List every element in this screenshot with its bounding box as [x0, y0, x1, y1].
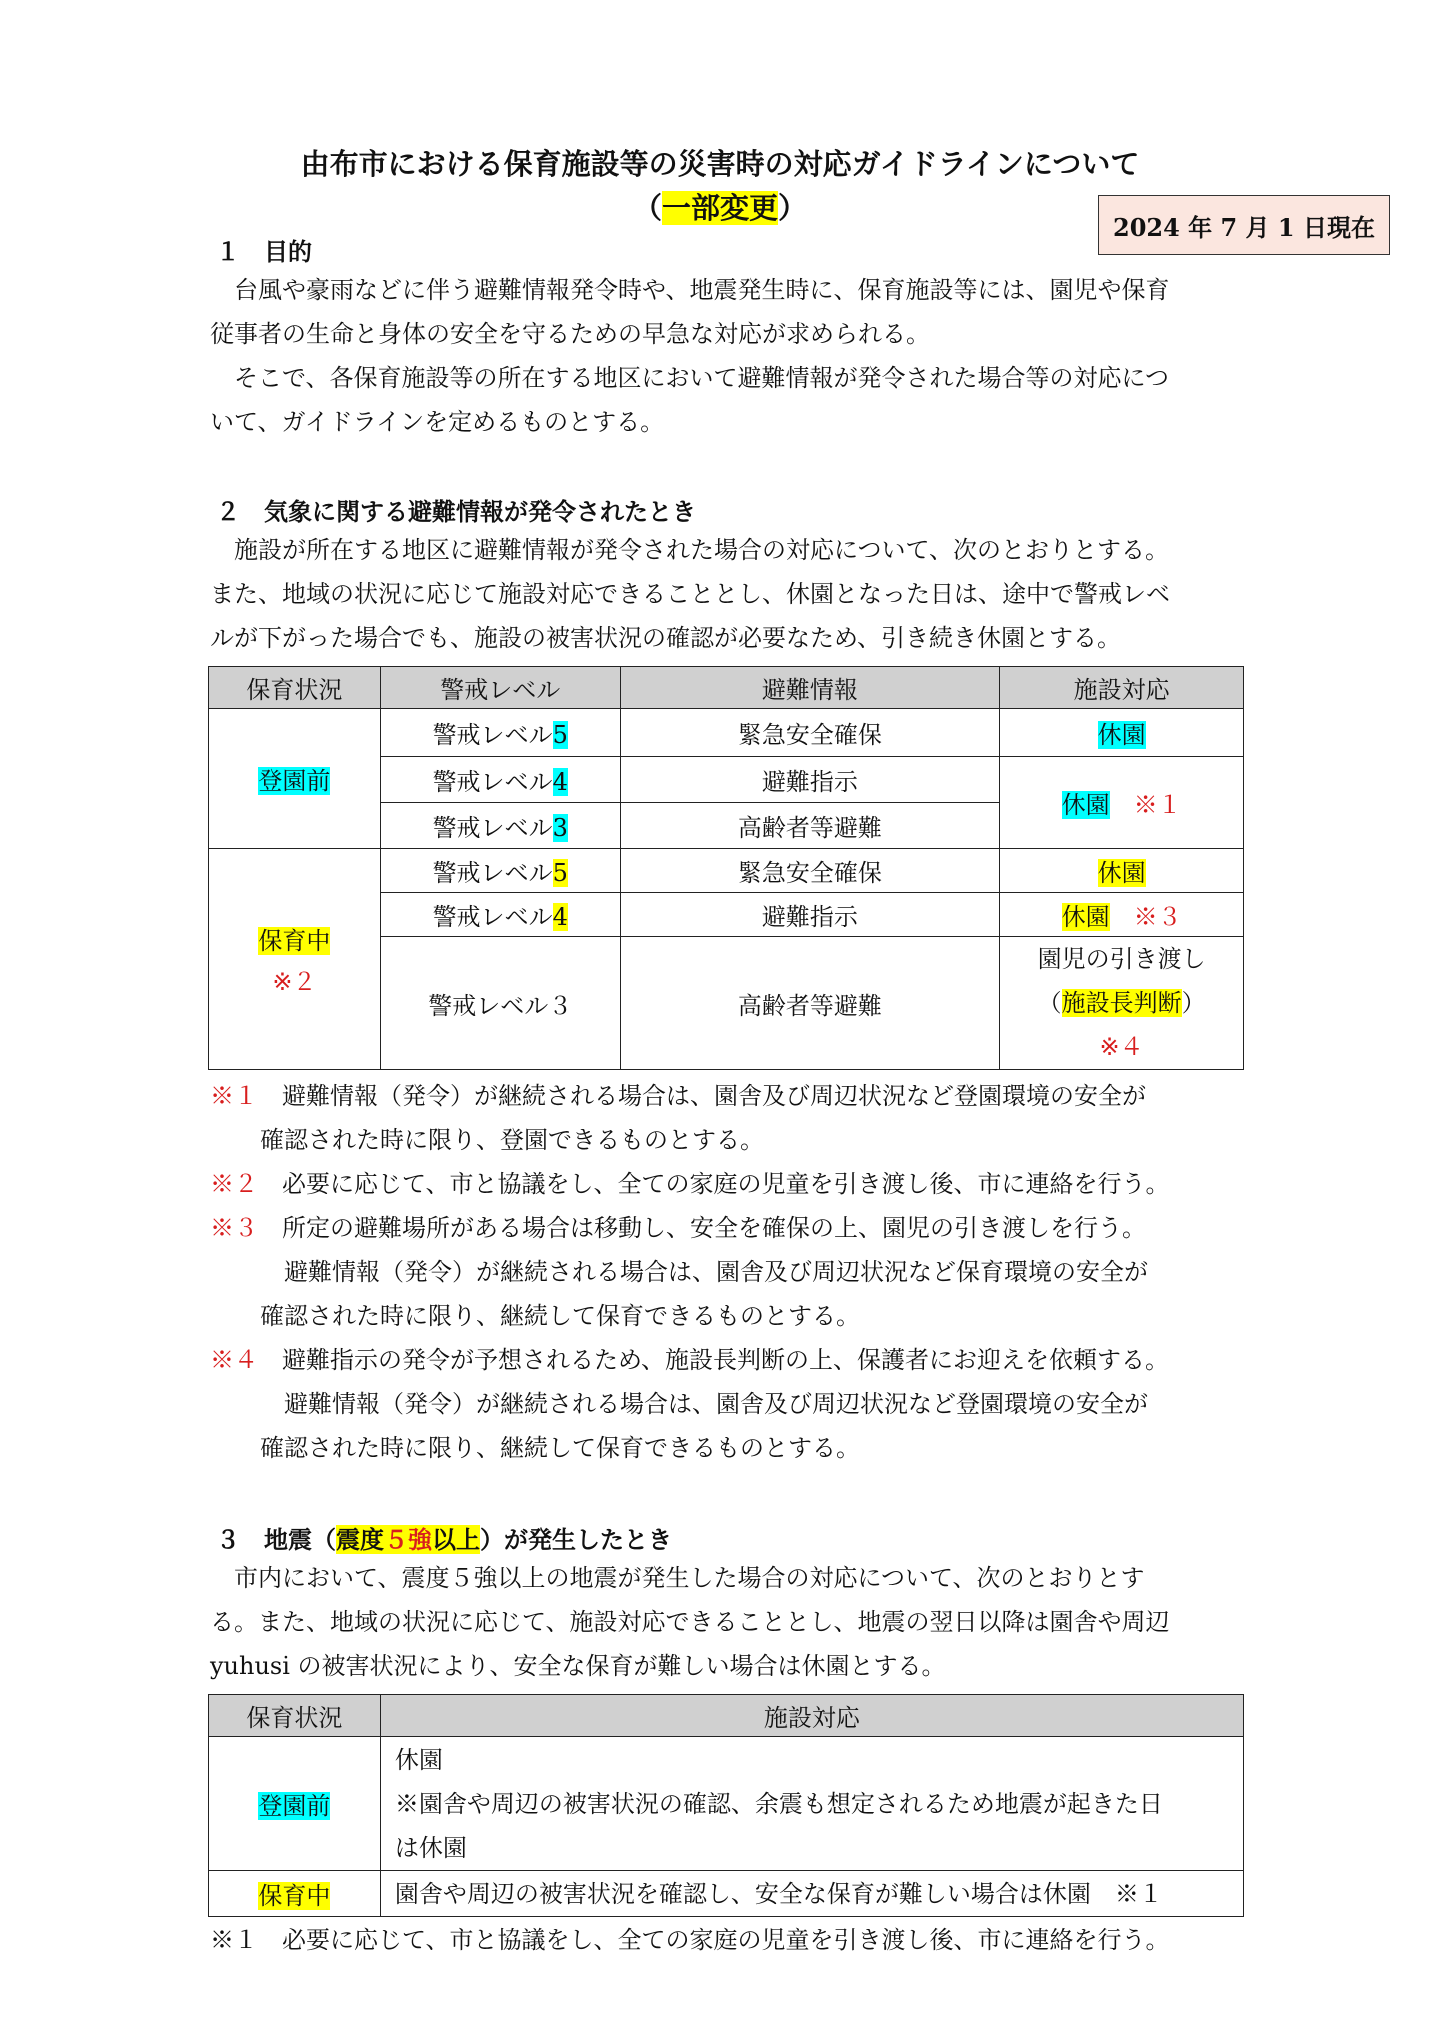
- weather-response-table: [208, 666, 1244, 1070]
- header-status: 保育状況: [209, 667, 381, 709]
- section-1-line: 従事者の生命と身体の安全を守るための早急な対応が求められる。: [210, 320, 930, 348]
- note-text: 所定の避難場所がある場合は移動し、安全を確保の上、園児の引き渡しを行う。: [258, 1214, 1146, 1242]
- section-2-notes: [210, 1074, 1170, 1470]
- document-title: [0, 142, 1440, 183]
- level-label: 警戒レベル: [432, 721, 553, 749]
- note-text: 必要に応じて、市と協議をし、全ての家庭の児童を引き渡し後、市に連絡を行う。: [258, 1170, 1170, 1198]
- response-kyuen: 休園: [1061, 791, 1110, 819]
- cell-during: [209, 1871, 381, 1917]
- note-mark: ※３: [210, 1214, 258, 1242]
- section-2-line: 施設が所在する地区に避難情報が発令された場合の対応について、次のとおりとする。: [210, 536, 1170, 564]
- note-text: 避難指示の発令が予想されるため、施設長判断の上、保護者にお迎えを依頼する。: [258, 1346, 1170, 1374]
- section-3-note: ※１ 必要に応じて、市と協議をし、全ての家庭の児童を引き渡し後、市に連絡を行う。: [210, 1926, 1170, 1954]
- header-status: 保育状況: [209, 1695, 381, 1737]
- cell-before: [209, 1737, 381, 1871]
- cell-response: [1000, 757, 1244, 849]
- header-info: 避難情報: [620, 667, 1000, 709]
- header-response: 施設対応: [1000, 667, 1244, 709]
- header-response: 施設対応: [380, 1695, 1243, 1737]
- section-2-heading: ２ 気象に関する避難情報が発令されたとき: [216, 497, 696, 526]
- cell-info: 高齢者等避難: [620, 803, 1000, 849]
- judge-open-paren: （: [1037, 989, 1062, 1017]
- note-mark: ※１: [210, 1082, 258, 1110]
- response-kyuen: 休園: [1097, 721, 1146, 749]
- heading-part: 以上: [432, 1525, 480, 1554]
- response-kyuen: 休園: [1097, 859, 1146, 887]
- level-number: 5: [552, 721, 568, 749]
- level-number: 3: [552, 814, 568, 842]
- level-label: 警戒レベル: [432, 814, 553, 842]
- note-mark: ※２: [210, 1170, 258, 1198]
- section-1-line: いて、ガイドラインを定めるものとする。: [210, 408, 665, 436]
- section-3-line: yuhusi の被害状況により、安全な保育が難しい場合は休園とする。: [210, 1652, 946, 1680]
- response-line: は休園: [394, 1833, 467, 1862]
- response-line: ※園舎や周辺の被害状況の確認、余震も想定されるため地震が起きた日: [394, 1789, 1163, 1818]
- heading-part: ）が発生したとき: [480, 1525, 672, 1554]
- cell-level: [380, 757, 620, 803]
- cell-during: [209, 849, 381, 1070]
- cell-level: [380, 709, 620, 757]
- section-1-line: 台風や豪雨などに伴う避難情報発令時や、地震発生時に、保育施設等には、園児や保育: [210, 276, 1170, 304]
- section-3-line: 市内において、震度５強以上の地震が発生した場合の対応について、次のとおりとす: [210, 1564, 1145, 1592]
- cell-before: [209, 709, 381, 849]
- note-text: 確認された時に限り、継続して保育できるものとする。: [260, 1434, 860, 1462]
- section-3-heading: [216, 1520, 672, 1555]
- subtitle-close-paren: ）: [778, 191, 808, 225]
- response-line: 休園: [394, 1745, 443, 1774]
- cell-response: [380, 1737, 1243, 1871]
- heading-part: 震度: [336, 1525, 384, 1554]
- section-2-line: ルが下がった場合でも、施設の被害状況の確認が必要なため、引き続き休園とする。: [210, 624, 1122, 652]
- title-line-1: 由布市における保育施設等の災害時の対応ガイドラインについて: [300, 147, 1140, 181]
- judge-close-paren: ）: [1181, 989, 1206, 1017]
- cell-info: 避難指示: [620, 757, 1000, 803]
- level-number: 4: [552, 903, 568, 931]
- heading-part: ５強: [384, 1525, 432, 1554]
- level-label: 警戒レベル: [432, 859, 553, 887]
- cell-response: [1000, 893, 1244, 937]
- status-before: 登園前: [258, 767, 331, 795]
- cell-level: [380, 803, 620, 849]
- status-during: 保育中: [258, 927, 331, 955]
- cell-info: 避難指示: [620, 893, 1000, 937]
- section-3-line: る。また、地域の状況に応じて、施設対応できることとし、地震の翌日以降は園舎や周辺: [210, 1608, 1170, 1636]
- cell-response: [1000, 709, 1244, 757]
- section-3-body: [210, 1556, 1245, 1688]
- level-label: 警戒レベル: [432, 768, 553, 796]
- cell-level: [380, 893, 620, 937]
- status-during: 保育中: [258, 1882, 331, 1910]
- cell-level: [380, 937, 620, 1070]
- note-mark: ※４: [210, 1346, 258, 1374]
- level-label: 警戒レベル: [428, 991, 549, 1020]
- cell-response: [1000, 937, 1244, 1070]
- note-text: 確認された時に限り、継続して保育できるものとする。: [260, 1302, 860, 1330]
- note-text: 避難情報（発令）が継続される場合は、園舎及び周辺状況など登園環境の安全が: [284, 1390, 1148, 1418]
- level-number: 4: [552, 768, 568, 796]
- cell-info: 緊急安全確保: [620, 709, 1000, 757]
- note-mark: ※１: [1133, 791, 1182, 819]
- note-text: 避難情報（発令）が継続される場合は、園舎及び周辺状況など保育環境の安全が: [284, 1258, 1148, 1286]
- section-1-body: [210, 268, 1245, 444]
- cell-response: [1000, 849, 1244, 893]
- level-number: ３: [548, 991, 573, 1020]
- cell-info: 緊急安全確保: [620, 849, 1000, 893]
- date-stamp: 2024 年 7 月 1 日現在: [1098, 195, 1390, 255]
- note-mark: ※２: [272, 968, 317, 996]
- cell-response: 園舎や周辺の被害状況を確認し、安全な保育が難しい場合は休園 ※１: [380, 1871, 1243, 1917]
- note-text: 避難情報（発令）が継続される場合は、園舎及び周辺状況など登園環境の安全が: [258, 1082, 1146, 1110]
- cell-info: 高齢者等避難: [620, 937, 1000, 1070]
- cell-level: [380, 849, 620, 893]
- subtitle-open-paren: （: [632, 191, 662, 225]
- heading-part: ３ 地震（: [216, 1525, 336, 1554]
- handover-text: 園児の引き渡し: [1037, 945, 1206, 973]
- section-1-heading: １ 目的: [216, 237, 312, 266]
- level-label: 警戒レベル: [432, 903, 553, 931]
- section-2-body: [210, 528, 1245, 660]
- note-mark: ※３: [1133, 903, 1182, 931]
- earthquake-response-table: [208, 1694, 1244, 1917]
- status-before: 登園前: [258, 1792, 331, 1820]
- header-level: 警戒レベル: [380, 667, 620, 709]
- judge-text: 施設長判断: [1061, 989, 1182, 1017]
- section-2-line: また、地域の状況に応じて施設対応できることとし、休園となった日は、途中で警戒レベ: [210, 580, 1170, 608]
- response-kyuen: 休園: [1061, 903, 1110, 931]
- subtitle-highlight: 一部変更: [661, 191, 778, 225]
- section-1-line: そこで、各保育施設等の所在する地区において避難情報が発令された場合等の対応につ: [210, 364, 1170, 392]
- note-text: 確認された時に限り、登園できるものとする。: [260, 1126, 764, 1154]
- note-mark: ※４: [1099, 1033, 1144, 1061]
- level-number: 5: [552, 859, 568, 887]
